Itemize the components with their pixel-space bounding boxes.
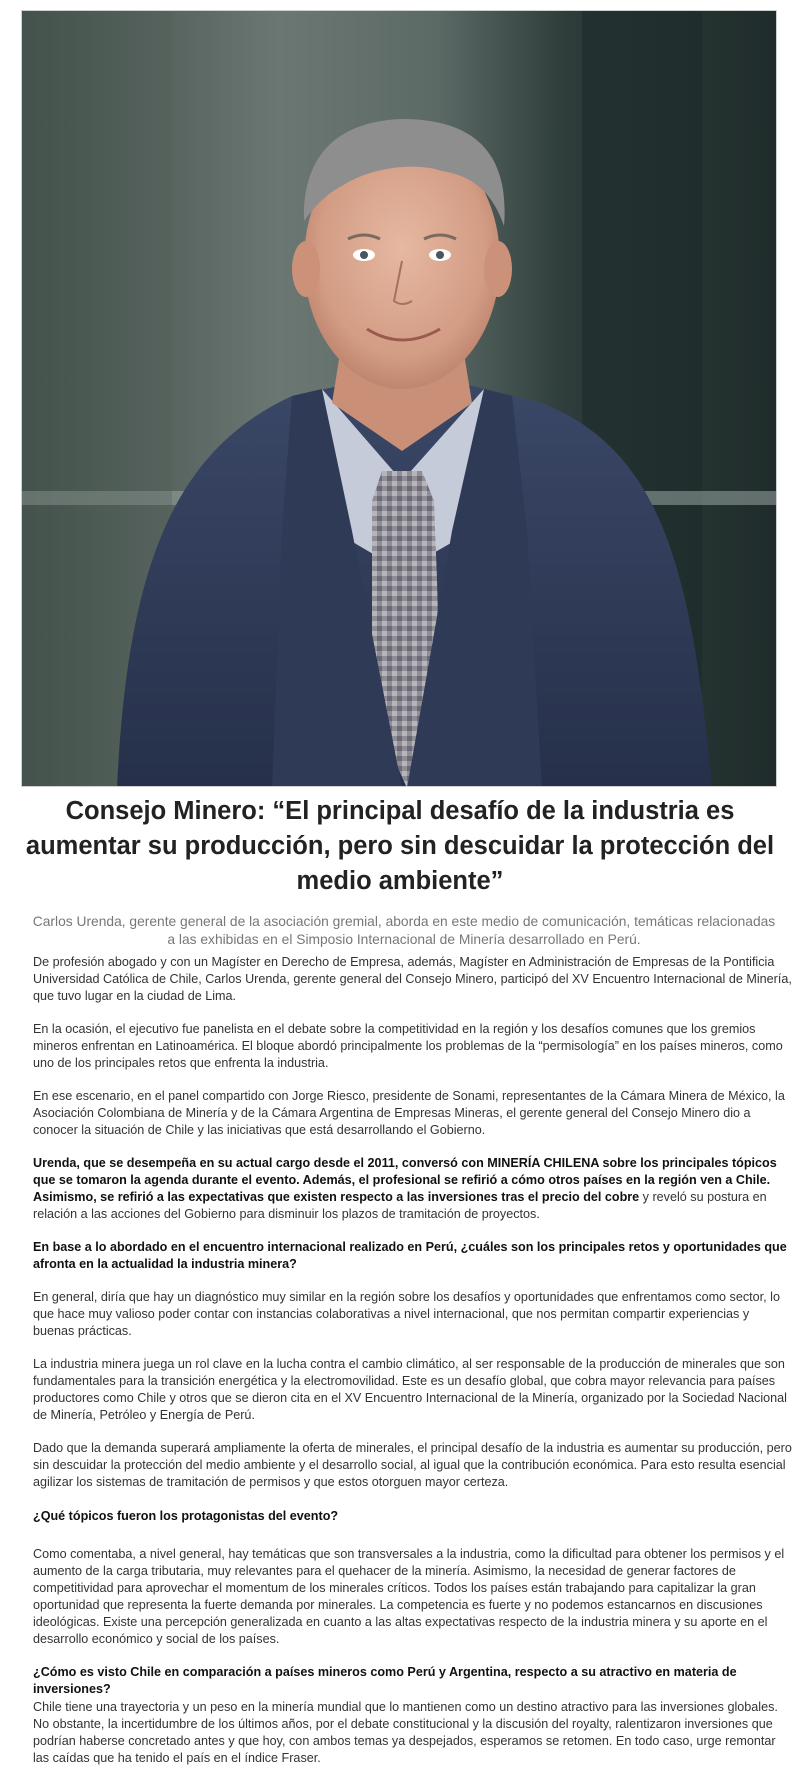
question: ¿Qué tópicos fueron los protagonistas del evento?: [33, 1509, 339, 1523]
paragraph: De profesión abogado y con un Magíster en Derecho de Empresa, además, Magíster en Administración de Empresas de la Pontificia Universidad Católica de Chile, Carlos Urenda, gerente general del Consejo Minero, participó del XV Encuentro Internacional de Minería, que tuvo lugar en la ciudad de Lima.: [33, 955, 792, 1003]
article-title: Consejo Minero: “El principal desafío de la industria es aumentar su producción, pero sin descuidar la protección del medio ambiente”: [25, 797, 775, 895]
paragraph: Como comentaba, a nivel general, hay temáticas que son transversales a la industria, como la dificultad para obtener los permisos y el aumento de la carga tributaria, muy relevantes para el quehacer de la minería. Asimismo, la necesidad de generar factores de competitividad para aprovechar el momentum de los minerales críticos. Todos los países están trabajando para capitalizar la gran oportunidad que representa la fuerte demanda por minerales. La competencia es fuerte y no podemos estancarnos en discusiones ideológicas. Existe una percepción generalizada en cuanto a las altas expectativas respecto de la industria minera y su aporte en el desarrollo económico y social de los países.: [33, 1547, 785, 1646]
question: En base a lo abordado en el encuentro internacional realizado en Perú, ¿cuáles son los principales retos y oportunidades que afronta en la actualidad la industria minera?: [33, 1240, 787, 1271]
question: ¿Cómo es visto Chile en comparación a países mineros como Perú y Argentina, respecto a su atractivo en materia de inversiones?: [33, 1665, 737, 1696]
lead-highlight: Urenda, que se desempeña en su actual cargo desde el 2011, conversó con MINERÍA CHILENA sobre los principales tópicos que se tomaron la agenda durante el evento. Además, el profesional se refirió a cómo otros países en la región ven a Chile. Asimismo, se refirió a las expectativas que existen respecto a las inversiones tras el precio del cobre: [33, 1156, 777, 1204]
portrait-illustration: [22, 11, 777, 787]
hero-photo: [21, 10, 777, 787]
paragraph: Dado que la demanda superará ampliamente la oferta de minerales, el principal desafío de la industria es aumentar su producción, pero sin descuidar la protección del medio ambiente y el desarrollo social, al igual que la contribución económica. Para esto resulta esencial agilizar los sistemas de tramitación de permisos y que estos otorguen mayor certeza.: [33, 1441, 792, 1489]
paragraph: En ese escenario, en el panel compartido con Jorge Riesco, presidente de Sonami, representantes de la Cámara Minera de México, la Asociación Colombiana de Minería y de la Cámara Argentina de Empresas Mineras, el gerente general del Consejo Minero dio a conocer la situación de Chile y las iniciativas que está desarrollando el Gobierno.: [33, 1089, 785, 1137]
paragraph: La industria minera juega un rol clave en la lucha contra el cambio climático, al ser responsable de la producción de minerales que son fundamentales para la transición energética y la electromovilidad. Este es un desafío global, que cobra mayor relevancia para países productores como Chile y otros que se dieron cita en el XV Encuentro Internacional de la Minería, organizado por la Sociedad Nacional de Minería, Petróleo y Energía de Perú.: [33, 1357, 787, 1422]
paragraph: En general, diría que hay un diagnóstico muy similar en la región sobre los desafíos y oportunidades que enfrentamos como sector, lo que hace muy valioso poder contar con instancias colaborativas a nivel internacional, que nos permitan compartir experiencias y buenas prácticas.: [33, 1290, 780, 1338]
lead-rest: y reveló su postura en relación a las acciones del Gobierno para disminuir los plazos de tramitación de proyectos.: [33, 1190, 767, 1221]
paragraph: [33, 1155, 793, 1223]
paragraph: En la ocasión, el ejecutivo fue panelista en el debate sobre la competitividad en la región y los desafíos comunes que los gremios mineros enfrentan en Latinoamérica. El bloque abordó principalmente los problemas de la “permisología” en los países mineros, como uno de los principales retos que enfrenta la industria.: [33, 1022, 783, 1070]
article-subtitle: Carlos Urenda, gerente general de la asociación gremial, aborda en este medio de comunicación, temáticas relacionadas a las exhibidas en el Simposio Internacional de Minería desarrollado en Perú.: [32, 914, 776, 947]
paragraph: Chile tiene una trayectoria y un peso en la minería mundial que lo mantienen como un destino atractivo para las inversiones globales. No obstante, la incertidumbre de los últimos años, por el debate constitucional y la discusión del royalty, ralentizaron inversiones que podrían haberse concretado antes y que hoy, con ambos temas ya despejados, esperamos se retomen. En todo caso, urge remontar las caídas que ha tenido el país en el índice Fraser.: [33, 1700, 778, 1765]
